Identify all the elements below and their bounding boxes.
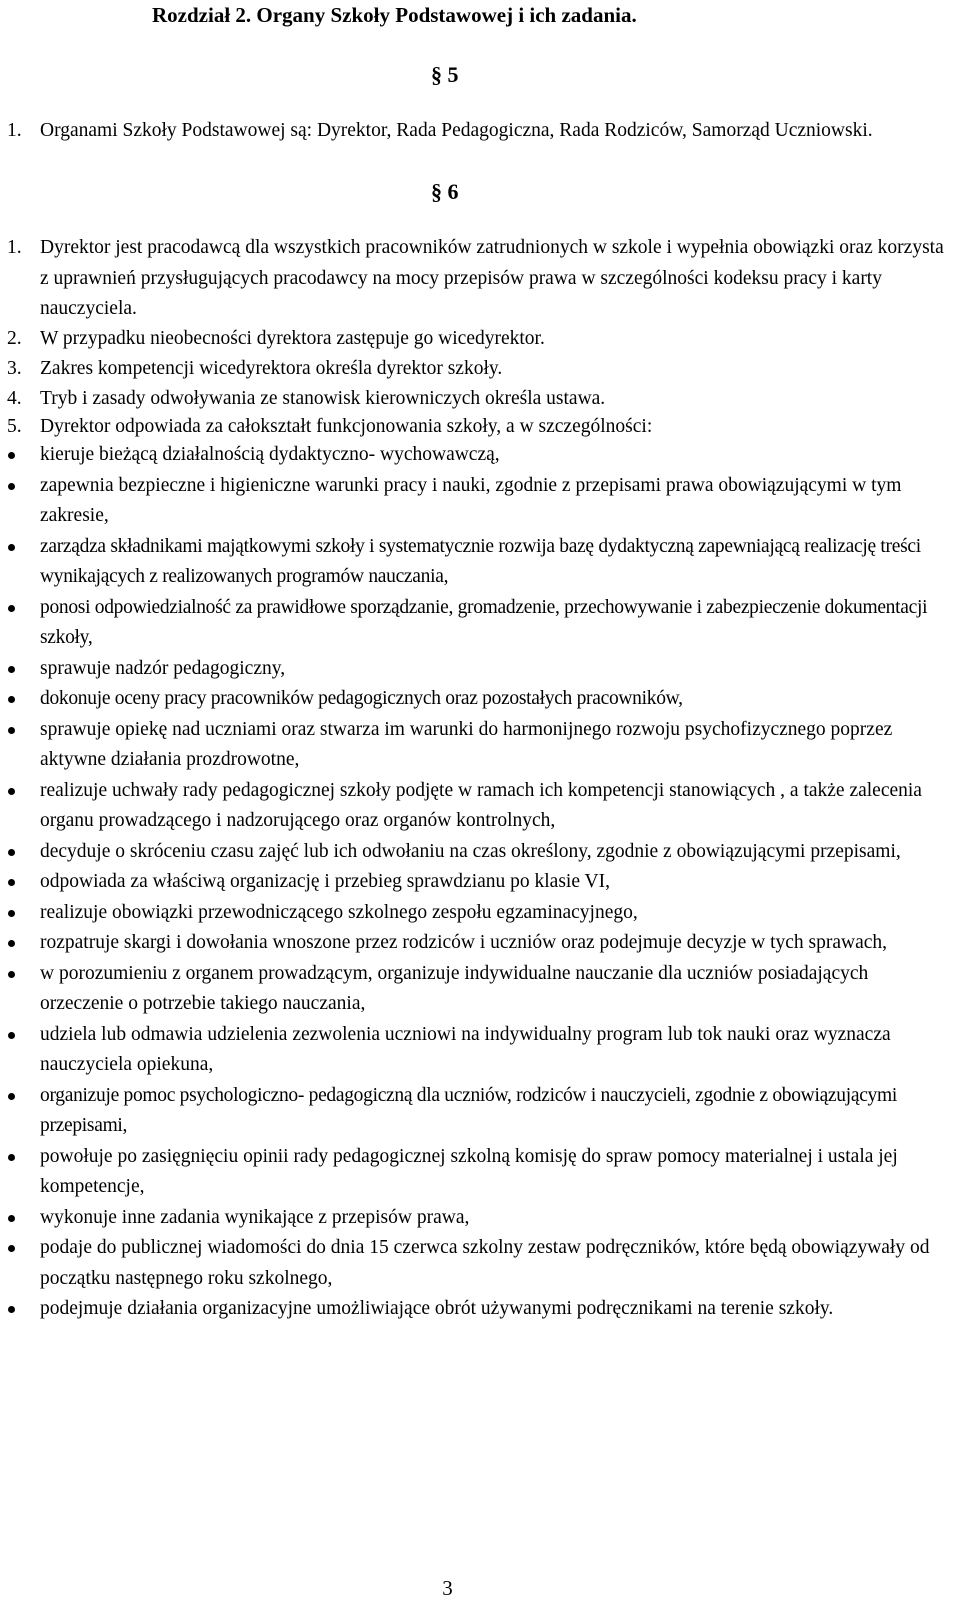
bullet-text: sprawuje nadzór pedagogiczny,	[40, 657, 286, 679]
bullet-dot-icon	[8, 544, 15, 551]
bullet-dot-icon	[8, 971, 15, 978]
bullet-text: realizuje obowiązki przewodniczącego szkolnego zespołu egzaminacyjnego,	[40, 901, 638, 923]
bullet-dot-icon	[8, 1154, 15, 1161]
item-text: Organami Szkoły Podstawowej są: Dyrektor, Rada Pedagogiczna, Rada Rodziców, Samorząd Uczniowski.	[40, 120, 873, 141]
bullet-dot-icon	[8, 910, 15, 917]
bullet-text: podaje do publicznej wiadomości do dnia 15 czerwca szkolny zestaw podręczników, które będą obowiązywały od początku następnego roku szkolnego,	[40, 1237, 930, 1289]
director-duties-list	[0, 440, 960, 1325]
bullet-text: organizuje pomoc psychologiczno- pedagogiczną dla uczniów, rodziców i nauczycieli, zgodnie z obowiązującymi przepisami,	[40, 1084, 897, 1136]
bullet-text: sprawuje opiekę nad uczniami oraz stwarza im warunki do harmonijnego rozwoju psychofizycznego poprzez aktywne działania prozdrowotne,	[40, 718, 893, 770]
item-number: 1.	[7, 120, 22, 141]
bullet-text: realizuje uchwały rady pedagogicznej szkoły podjęte w ramach ich kompetencji stanowiących , a także zalecenia organu prowadzącego i nadzorującego oraz organów kontrolnych,	[40, 779, 922, 831]
item-text: W przypadku nieobecności dyrektora zastępuje go wicedyrektor.	[40, 328, 545, 349]
bullet-item	[0, 532, 940, 593]
item-number: 4.	[7, 388, 22, 409]
bullet-text: udziela lub odmawia udzielenia zezwolenia uczniowi na indywidualny program lub tok nauki oraz wyznacza nauczyciela opiekuna,	[40, 1023, 891, 1075]
item-text: Zakres kompetencji wicedyrektora określa dyrektor szkoły.	[40, 358, 503, 379]
bullet-dot-icon	[8, 1215, 15, 1222]
bullet-dot-icon	[8, 1032, 15, 1039]
bullet-item	[0, 959, 940, 1020]
bullet-dot-icon	[8, 605, 15, 612]
bullet-text: decyduje o skróceniu czasu zajęć lub ich odwołaniu na czas określony, zgodnie z obowiązującymi przepisami,	[40, 840, 901, 862]
bullet-item	[0, 1233, 940, 1294]
bullet-text: zarządza składnikami majątkowymi szkoły i systematycznie rozwija bazę dydaktyczną zapewniającą realizację treści wynikających z realizowanych programów nauczania,	[40, 535, 921, 587]
bullet-item	[0, 1142, 940, 1203]
bullet-item	[0, 867, 940, 898]
bullet-dot-icon	[8, 727, 15, 734]
bullet-item	[0, 928, 940, 959]
bullet-dot-icon	[8, 1245, 15, 1252]
bullet-item	[0, 776, 940, 837]
bullet-dot-icon	[8, 696, 15, 703]
paragraph-mark-6: § 6	[431, 179, 459, 204]
bullet-item	[0, 1020, 940, 1081]
item-text: Tryb i zasady odwoływania ze stanowisk kierowniczych określa ustawa.	[40, 388, 606, 409]
bullet-text: odpowiada za właściwą organizację i przebieg sprawdzianu po klasie VI,	[40, 871, 610, 892]
bullet-dot-icon	[8, 452, 15, 459]
bullet-text: ponosi odpowiedzialność za prawidłowe sporządzanie, gromadzenie, przechowywanie i zabezpieczenie dokumentacji szkoły,	[40, 596, 928, 648]
bullet-item	[0, 1294, 940, 1325]
bullet-item	[0, 593, 940, 654]
bullet-item	[0, 715, 940, 776]
bullet-item	[0, 440, 940, 471]
bullet-item	[0, 898, 940, 929]
bullet-text: podejmuje działania organizacyjne umożliwiające obrót używanymi podręcznikami na terenie szkoły.	[40, 1298, 834, 1319]
bullet-text: dokonuje oceny pracy pracowników pedagogicznych oraz pozostałych pracowników,	[40, 688, 683, 709]
bullet-text: powołuje po zasięgnięciu opinii rady pedagogicznej szkolną komisję do spraw pomocy materialnej i ustala jej kompetencje,	[40, 1145, 898, 1197]
bullet-item	[0, 837, 940, 868]
item-number: 3.	[7, 358, 22, 379]
bullet-text: rozpatruje skargi i dowołania wnoszone przez rodziców i uczniów oraz podejmuje decyzje w tych sprawach,	[40, 932, 888, 953]
bullet-item	[0, 684, 940, 715]
item-number: 2.	[7, 328, 22, 349]
bullet-text: wykonuje inne zadania wynikające z przepisów prawa,	[40, 1206, 470, 1228]
bullet-item	[0, 654, 940, 685]
chapter-title: Rozdział 2. Organy Szkoły Podstawowej i ich zadania.	[152, 3, 637, 27]
bullet-item	[0, 471, 940, 532]
item-text: Dyrektor jest pracodawcą dla wszystkich pracowników zatrudnionych w szkole i wypełnia obowiązki oraz korzysta z uprawnień przysługujących pracodawcy na mocy przepisów prawa w szczególności kodeksu pracy i karty nauczyciela.	[40, 237, 944, 319]
bullet-dot-icon	[8, 788, 15, 795]
bullet-text: kieruje bieżącą działalnością dydaktyczno- wychowawczą,	[40, 444, 500, 465]
paragraph-mark-5: § 5	[431, 62, 459, 87]
page-number: 3	[442, 1576, 453, 1600]
bullet-dot-icon	[8, 666, 15, 673]
bullet-dot-icon	[8, 879, 15, 886]
bullet-text: w porozumieniu z organem prowadzącym, organizuje indywidualne nauczanie dla uczniów posiadających orzeczenie o potrzebie takiego nauczania,	[40, 962, 869, 1014]
item-number: 1.	[7, 237, 22, 258]
bullet-dot-icon	[8, 483, 15, 490]
bullet-dot-icon	[8, 940, 15, 947]
item-number: 5.	[7, 416, 22, 437]
bullet-dot-icon	[8, 849, 15, 856]
bullet-dot-icon	[8, 1306, 15, 1313]
bullet-item	[0, 1203, 940, 1234]
bullet-dot-icon	[8, 1093, 15, 1100]
bullet-item	[0, 1081, 940, 1142]
item-text: Dyrektor odpowiada za całokształt funkcjonowania szkoły, a w szczególności:	[40, 416, 653, 437]
bullet-text: zapewnia bezpieczne i higieniczne warunki pracy i nauki, zgodnie z przepisami prawa obowiązującymi w tym zakresie,	[40, 474, 902, 526]
